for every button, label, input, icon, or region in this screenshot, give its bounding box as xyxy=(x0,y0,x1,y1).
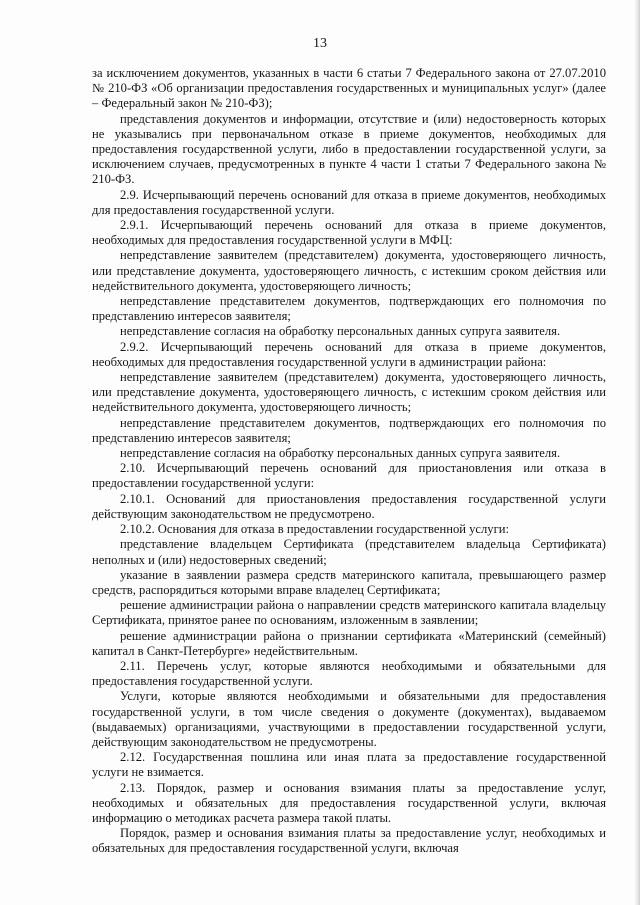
paragraph: 2.13. Порядок, размер и основания взимания платы за предоставление услуг, необходимых и обязательных для предоставления государственной услуги, включая информацию о методиках расчета размера такой платы. xyxy=(92,780,606,825)
paragraph: 2.12. Государственная пошлина или иная плата за предоставление государственной услуги не взимается. xyxy=(92,750,606,780)
paragraph: решение администрации района о направлении средств материнского капитала владельцу Сертификата, принятое ранее по основаниям, изложенным в заявлении; xyxy=(92,598,606,628)
page-edge-shadow xyxy=(634,0,640,905)
paragraph: непредставление заявителем (представителем) документа, удостоверяющего личность, или представление документа, удостоверяющего личность, с истекшим сроком действия или недействительного документа, удостоверяющего личность; xyxy=(92,370,606,415)
paragraph: непредставление заявителем (представителем) документа, удостоверяющего личность, или представление документа, удостоверяющего личность, с истекшим сроком действия или недействительного документа, удостоверяющего личность; xyxy=(92,248,606,293)
paragraph: 2.10.2. Основания для отказа в предоставлении государственной услуги: xyxy=(120,522,509,537)
paragraph: 2.10. Исчерпывающий перечень оснований для приостановления или отказа в предоставлении государственной услуги: xyxy=(92,461,606,491)
paragraph: указание в заявлении размера средств материнского капитала, превышающего размер средств, распорядиться которыми вправе владелец Сертификата; xyxy=(92,567,606,597)
paragraph: непредставление согласия на обработку персональных данных супруга заявителя. xyxy=(120,446,561,461)
paragraph: 2.10.1. Оснований для приостановления предоставления государственной услуги действующим законодательством не предусмотрено. xyxy=(92,491,606,521)
paragraph: Порядок, размер и основания взимания платы за предоставление услуг, необходимых и обязательных для предоставления государственной услуги, включая xyxy=(92,826,606,856)
paragraph: 2.9.1. Исчерпывающий перечень оснований для отказа в приеме документов, необходимых для предоставления государственной услуги в МФЦ: xyxy=(92,218,606,248)
paragraph: непредставление согласия на обработку персональных данных супруга заявителя. xyxy=(120,324,561,339)
paragraph: решение администрации района о признании сертификата «Материнский (семейный) капитал в Санкт-Петербурге» недействительным. xyxy=(92,628,606,658)
paragraph: представления документов и информации, отсутствие и (или) недостоверность которых не указывались при первоначальном отказе в приеме документов, необходимых для предоставления государственной услуги, либо в предоставлении государственной услуги, за исключением случаев, предусмотренных в пункте 4 части 1 статьи 7 Федерального закона № 210-ФЗ. xyxy=(92,111,606,187)
paragraph: за исключением документов, указанных в части 6 статьи 7 Федерального закона от 27.07.2010 № 210-ФЗ «Об организации предоставления государственных и муниципальных услуг» (далее – Федеральный закон № 210-ФЗ); xyxy=(92,66,606,111)
paragraph: 2.11. Перечень услуг, которые являются необходимыми и обязательными для предоставления государственной услуги. xyxy=(92,658,606,689)
paragraph: 2.9.2. Исчерпывающий перечень оснований для отказа в приеме документов, необходимых для предоставления государственной услуги в администрации района: xyxy=(92,339,606,369)
paragraph: непредставление представителем документов, подтверждающих его полномочия по представлению интересов заявителя; xyxy=(92,294,606,324)
body-text xyxy=(92,66,606,857)
paragraph: непредставление представителем документов, подтверждающих его полномочия по представлению интересов заявителя; xyxy=(92,415,606,445)
page-number: 13 xyxy=(313,36,327,51)
paragraph: Услуги, которые являются необходимыми и обязательными для предоставления государственной услуги, в том числе сведения о документе (документах), выдаваемом (выдаваемых) организациями, участвующими в предоставлении государственной услуги, действующим законодательством не предусмотрены. xyxy=(92,689,606,749)
paragraph: представление владельцем Сертификата (представителем владельца Сертификата) неполных и (или) недостоверных сведений; xyxy=(92,537,606,567)
paragraph: 2.9. Исчерпывающий перечень оснований для отказа в приеме документов, необходимых для предоставления государственной услуги. xyxy=(92,187,606,217)
